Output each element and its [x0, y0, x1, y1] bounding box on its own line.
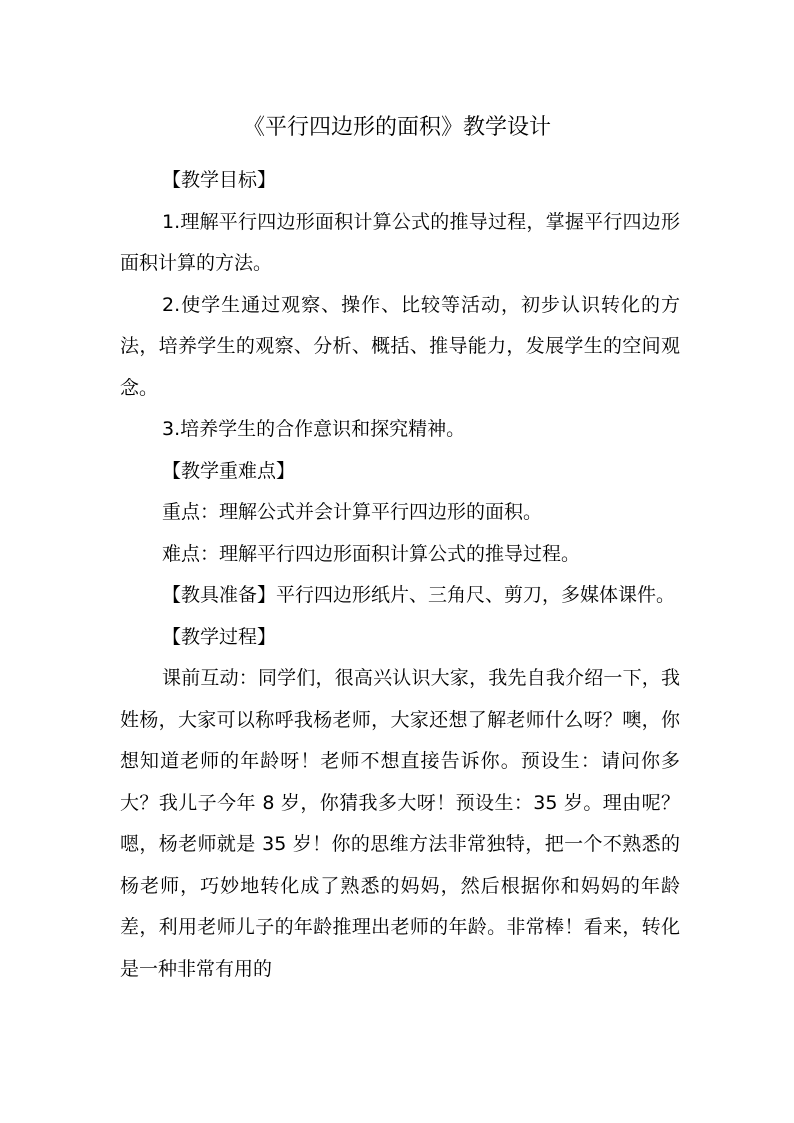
pre-class-interaction: 课前互动：同学们，很高兴认识大家，我先自我介绍一下，我姓杨，大家可以称呼我杨老师，大家还想了解老师什么呀？噢，你想知道老师的年龄呀！老师不想直接告诉你。预设生：请问你多大？我儿子今年 8 岁，你猜我多大呀！预设生：35 岁。理由呢？嗯，杨老师就是 35 岁！你的思维方法非常独特，把一个不熟悉的杨老师，巧妙地转化成了熟悉的妈妈，然后根据你和妈妈的年龄差，利用老师儿子的年龄推理出老师的年龄。非常棒！看来，转化是一种非常有用的 [120, 667, 680, 980]
section-heading-key-points: 【教学重难点】 [162, 459, 296, 482]
section-heading-objectives: 【教学目标】 [162, 169, 277, 191]
teaching-aids: 【教具准备】平行四边形纸片、三角尺、剪刀，多媒体课件。 [162, 584, 676, 606]
objective-3: 3.培养学生的合作意识和探究精神。 [162, 418, 466, 440]
section-heading-process: 【教学过程】 [162, 625, 277, 648]
document-body [120, 160, 680, 990]
difficult-point: 难点：理解平行四边形面积计算公式的推导过程。 [162, 542, 581, 565]
objective-1: 1.理解平行四边形面积计算公式的推导过程，掌握平行四边形面积计算的方法。 [120, 210, 680, 274]
objective-2: 2.使学生通过观察、操作、比较等活动，初步认识转化的方法，培养学生的观察、分析、概括、推导能力，发展学生的空间观念。 [120, 293, 680, 399]
document-title: 《平行四边形的面积》教学设计 [242, 115, 551, 140]
key-point: 重点：理解公式并会计算平行四边形的面积。 [162, 501, 543, 523]
